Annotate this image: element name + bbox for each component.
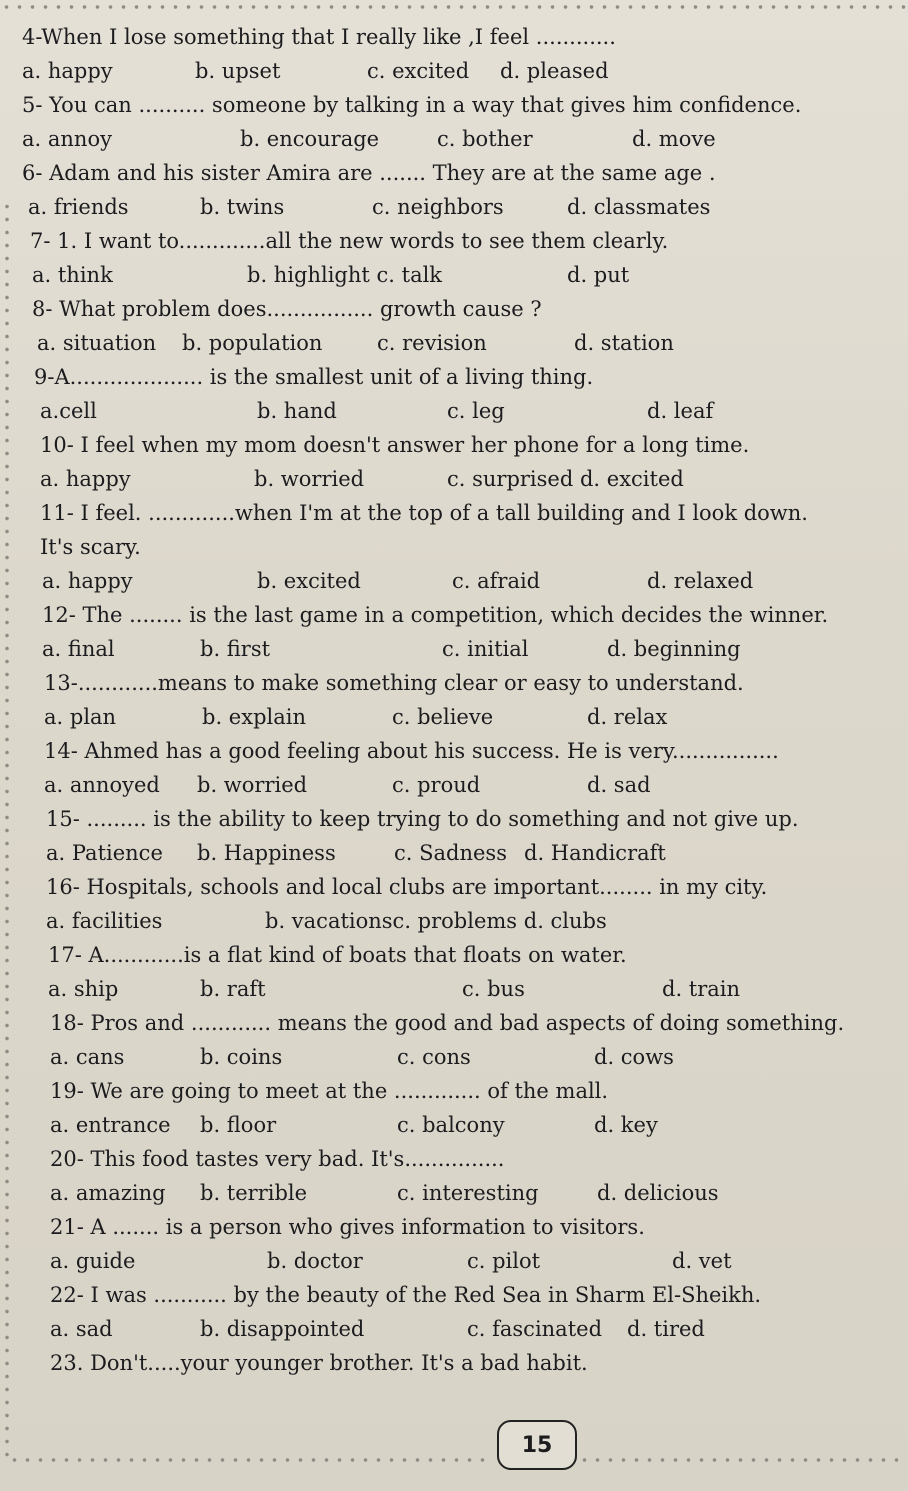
option-d[interactable]: d. relax	[587, 705, 668, 729]
option-c[interactable]: c. Sadness	[394, 841, 507, 865]
option-d[interactable]: d. key	[594, 1113, 658, 1137]
option-b-c[interactable]: b. highlight c. talk	[247, 263, 443, 287]
option-a[interactable]: a. ship	[48, 977, 119, 1001]
option-b[interactable]: b. raft	[200, 977, 266, 1001]
option-d[interactable]: d. tired	[627, 1317, 705, 1341]
option-c-d[interactable]: c. surprised d. excited	[447, 467, 684, 491]
option-a[interactable]: a. annoyed	[44, 773, 160, 797]
option-d[interactable]: d. relaxed	[647, 569, 754, 593]
dotted-border-top	[0, 2, 908, 12]
option-d[interactable]: d. beginning	[607, 637, 741, 661]
question-list	[22, 20, 892, 1380]
question-22: 22- I was ........... by the beauty of the Red Sea in Sharm El-Sheikh.	[50, 1283, 762, 1307]
option-c[interactable]: c. proud	[392, 773, 481, 797]
option-b-c-d[interactable]: b. vacationsc. problems d. clubs	[265, 909, 607, 933]
option-c[interactable]: c. interesting	[397, 1181, 539, 1205]
options-15	[22, 836, 892, 870]
options-20	[22, 1176, 892, 1210]
options-4	[22, 54, 892, 88]
dotted-border-bottom-left	[8, 1455, 492, 1465]
option-a[interactable]: a. sad	[50, 1317, 113, 1341]
option-b[interactable]: b. Happiness	[197, 841, 336, 865]
option-d[interactable]: d. Handicraft	[524, 841, 666, 865]
option-b[interactable]: b. terrible	[200, 1181, 308, 1205]
option-d[interactable]: d. station	[574, 331, 674, 355]
question-18: 18- Pros and ............ means the good and bad aspects of doing something.	[50, 1011, 845, 1035]
option-b[interactable]: b. twins	[200, 195, 285, 219]
options-9	[22, 394, 892, 428]
question-9: 9-A.................... is the smallest unit of a living thing.	[34, 365, 594, 389]
options-11	[22, 564, 892, 598]
option-b[interactable]: b. disappointed	[200, 1317, 365, 1341]
option-c[interactable]: c. revision	[377, 331, 487, 355]
option-b[interactable]: b. worried	[197, 773, 308, 797]
option-a[interactable]: a. cans	[50, 1045, 125, 1069]
options-22	[22, 1312, 892, 1346]
options-5	[22, 122, 892, 156]
option-c[interactable]: c. leg	[447, 399, 505, 423]
option-d[interactable]: d. move	[632, 127, 716, 151]
options-16	[22, 904, 892, 938]
question-23: 23. Don't.....your younger brother. It's a bad habit.	[50, 1351, 588, 1375]
question-11-continuation: It's scary.	[40, 535, 141, 559]
question-5: 5- You can .......... someone by talking in a way that gives him confidence.	[22, 93, 802, 117]
option-a[interactable]: a. Patience	[46, 841, 163, 865]
question-4: 4-When I lose something that I really like ,I feel ............	[22, 25, 616, 49]
option-b[interactable]: b. floor	[200, 1113, 277, 1137]
options-7	[22, 258, 892, 292]
options-13	[22, 700, 892, 734]
options-21	[22, 1244, 892, 1278]
question-10: 10- I feel when my mom doesn't answer her phone for a long time.	[40, 433, 750, 457]
option-a[interactable]: a. final	[42, 637, 115, 661]
question-19: 19- We are going to meet at the ............. of the mall.	[50, 1079, 609, 1103]
dotted-border-left	[2, 200, 12, 1460]
option-a[interactable]: a. happy	[40, 467, 131, 491]
options-17	[22, 972, 892, 1006]
option-d[interactable]: d. vet	[672, 1249, 732, 1273]
option-c[interactable]: c. bus	[462, 977, 525, 1001]
option-d[interactable]: d. pleased	[500, 59, 609, 83]
page-number: 15	[497, 1420, 577, 1470]
option-d[interactable]: d. cows	[594, 1045, 674, 1069]
option-b[interactable]: b. doctor	[267, 1249, 363, 1273]
option-a[interactable]: a. happy	[22, 59, 113, 83]
option-d[interactable]: d. leaf	[647, 399, 714, 423]
question-6: 6- Adam and his sister Amira are ....... They are at the same age .	[22, 161, 716, 185]
option-c[interactable]: c. excited	[367, 59, 470, 83]
option-c[interactable]: c. fascinated	[467, 1317, 603, 1341]
question-11: 11- I feel. .............when I'm at the top of a tall building and I look down.	[40, 501, 808, 525]
question-8: 8- What problem does................ growth cause ?	[32, 297, 542, 321]
option-b[interactable]: b. explain	[202, 705, 306, 729]
option-a[interactable]: a. facilities	[46, 909, 163, 933]
options-14	[22, 768, 892, 802]
option-b[interactable]: b. worried	[254, 467, 365, 491]
question-16: 16- Hospitals, schools and local clubs are important........ in my city.	[46, 875, 768, 899]
option-d[interactable]: d. classmates	[567, 195, 711, 219]
option-a[interactable]: a. think	[32, 263, 113, 287]
option-d[interactable]: d. put	[567, 263, 630, 287]
question-14: 14- Ahmed has a good feeling about his success. He is very................	[44, 739, 779, 763]
option-d[interactable]: d. train	[662, 977, 741, 1001]
options-12	[22, 632, 892, 666]
options-10	[22, 462, 892, 496]
question-20: 20- This food tastes very bad. It's...............	[50, 1147, 505, 1171]
question-12: 12- The ........ is the last game in a competition, which decides the winner.	[42, 603, 829, 627]
option-b[interactable]: b. encourage	[240, 127, 380, 151]
option-c[interactable]: c. believe	[392, 705, 494, 729]
options-18	[22, 1040, 892, 1074]
option-b[interactable]: b. population	[182, 331, 323, 355]
option-b[interactable]: b. excited	[257, 569, 361, 593]
question-7: 7- 1. I want to.............all the new words to see them clearly.	[30, 229, 669, 253]
question-21: 21- A ....... is a person who gives information to visitors.	[50, 1215, 645, 1239]
option-a[interactable]: a. annoy	[22, 127, 112, 151]
option-d[interactable]: d. sad	[587, 773, 651, 797]
question-13: 13-............means to make something clear or easy to understand.	[44, 671, 744, 695]
option-a[interactable]: a. entrance	[50, 1113, 171, 1137]
option-b[interactable]: b. first	[200, 637, 271, 661]
dotted-border-bottom-right	[578, 1455, 904, 1465]
option-a[interactable]: a. situation	[37, 331, 157, 355]
option-a[interactable]: a. amazing	[50, 1181, 166, 1205]
option-c[interactable]: c. cons	[397, 1045, 471, 1069]
option-b[interactable]: b. coins	[200, 1045, 283, 1069]
option-c[interactable]: c. neighbors	[372, 195, 504, 219]
option-c[interactable]: c. bother	[437, 127, 533, 151]
option-a[interactable]: a. guide	[50, 1249, 136, 1273]
options-8	[22, 326, 892, 360]
question-15: 15- ......... is the ability to keep trying to do something and not give up.	[46, 807, 799, 831]
option-c[interactable]: c. pilot	[467, 1249, 541, 1273]
option-c[interactable]: c. balcony	[397, 1113, 505, 1137]
option-c[interactable]: c. initial	[442, 637, 529, 661]
option-a[interactable]: a. friends	[28, 195, 129, 219]
option-a[interactable]: a. plan	[44, 705, 117, 729]
question-17: 17- A............is a flat kind of boats that floats on water.	[48, 943, 627, 967]
option-c[interactable]: c. afraid	[452, 569, 541, 593]
option-a[interactable]: a. happy	[42, 569, 133, 593]
option-b[interactable]: b. upset	[195, 59, 281, 83]
options-6	[22, 190, 892, 224]
option-b[interactable]: b. hand	[257, 399, 337, 423]
options-19	[22, 1108, 892, 1142]
option-a[interactable]: a.cell	[40, 399, 97, 423]
option-d[interactable]: d. delicious	[597, 1181, 719, 1205]
